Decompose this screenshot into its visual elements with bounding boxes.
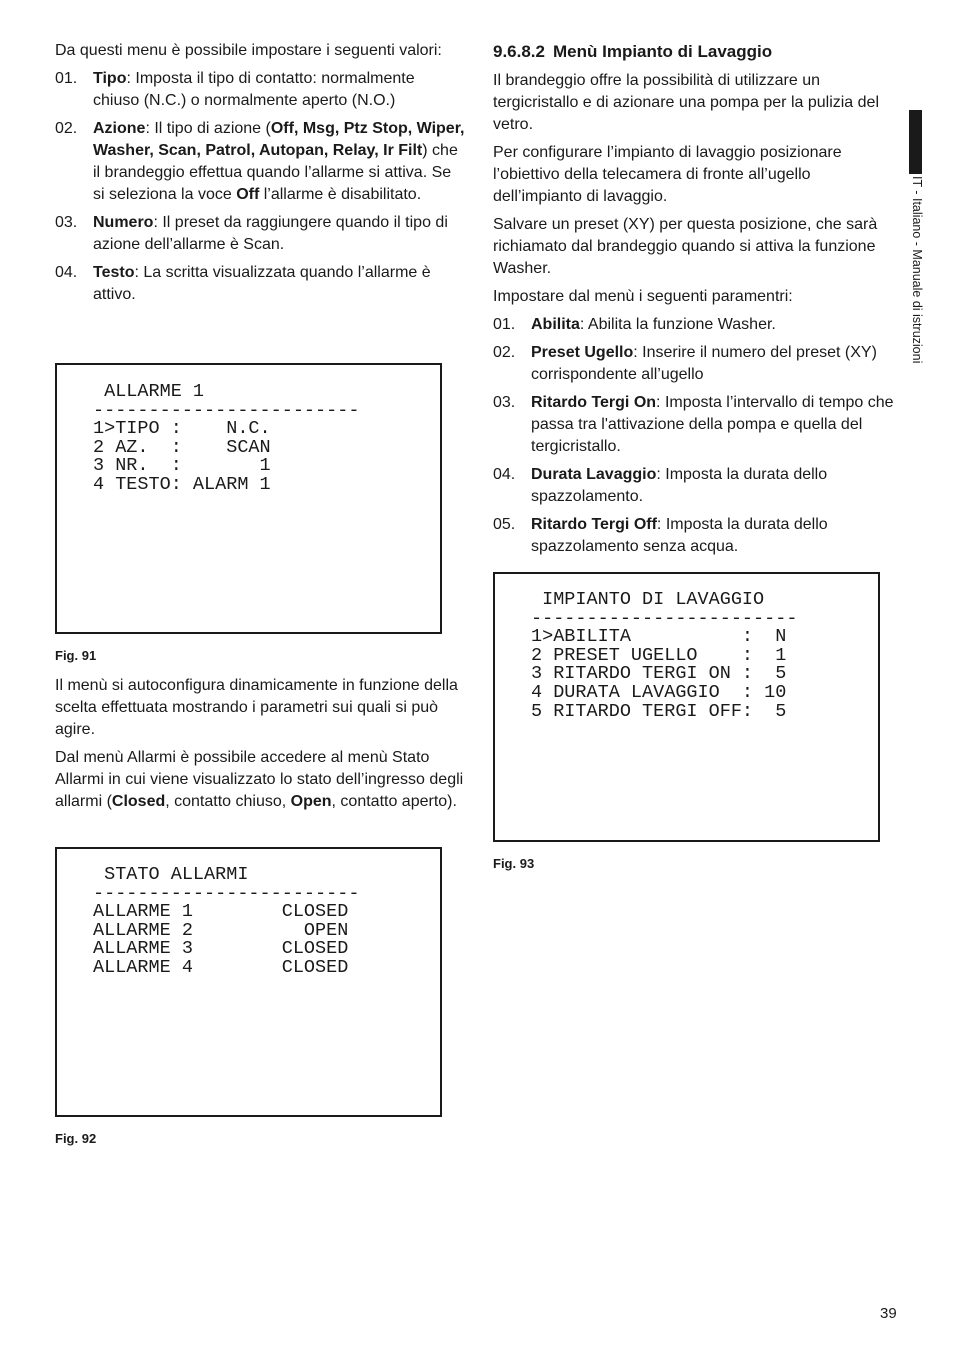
list-item bbox=[493, 342, 903, 386]
item-text: l’allarme è disabilitato. bbox=[259, 186, 422, 203]
section-title: Menù Impianto di Lavaggio bbox=[553, 42, 773, 61]
item-term: Tipo bbox=[93, 70, 127, 87]
item-number: 05. bbox=[493, 516, 516, 533]
closed-term: Closed bbox=[111, 793, 166, 810]
item-term: Azione bbox=[93, 120, 146, 137]
left-column-lower bbox=[55, 675, 465, 819]
paragraph: Per configurare l’impianto di lavaggio posizionare l’obiettivo della telecamera di fronte all’ugello dell’impianto di lavaggio. bbox=[493, 144, 842, 205]
item-text: ) che il brandeggio effettua quando l’allarme si attiva. Se si seleziona la voce bbox=[93, 142, 458, 203]
item-term: Ritardo Tergi Off bbox=[531, 516, 657, 533]
off-option: Off bbox=[236, 186, 260, 203]
item-text: : Imposta l’intervallo di tempo che passa tra l'attivazione della pompa e quella del tergicristallo. bbox=[531, 394, 894, 455]
item-text: : Il tipo di azione ( bbox=[145, 120, 271, 137]
list-item bbox=[493, 464, 903, 508]
open-term: Open bbox=[290, 793, 332, 810]
item-number: 04. bbox=[55, 264, 78, 281]
item-text: : La scritta visualizzata quando l’allarme è attivo. bbox=[93, 264, 431, 303]
fig93-menu-text: IMPIANTO DI LAVAGGIO ------------------------ 1>ABILITA : N 2 PRESET UGELLO : 1 3 RITARDO TERGI ON : 5 4 DURATA LAVAGGIO : 10 5 RITARDO TERGI OFF: 5 bbox=[531, 589, 798, 722]
right-column bbox=[493, 40, 903, 564]
fig92-menu-screen bbox=[55, 847, 442, 1117]
fig91-menu-text: ALLARME 1 ------------------------ 1>TIPO : N.C. 2 AZ. : SCAN 3 NR. : 1 4 TESTO: ALARM 1 bbox=[93, 381, 360, 495]
item-term: Ritardo Tergi On bbox=[531, 394, 657, 411]
fig91-menu-screen bbox=[55, 363, 442, 634]
item-number: 02. bbox=[493, 344, 516, 361]
item-number: 04. bbox=[493, 466, 516, 483]
item-number: 03. bbox=[55, 214, 78, 231]
paragraph-text: , contatto chiuso, bbox=[165, 793, 291, 810]
item-number: 01. bbox=[493, 316, 516, 333]
item-term: Testo bbox=[93, 264, 135, 281]
list-item bbox=[55, 262, 465, 306]
left-column bbox=[55, 40, 465, 312]
item-term: Preset Ugello bbox=[531, 344, 634, 361]
fig91-caption: Fig. 91 bbox=[55, 648, 97, 663]
paragraph: Il menù si autoconfigura dinamicamente in funzione della scelta effettuata mostrando i parametri sui quali si può agire. bbox=[55, 677, 458, 738]
list-item bbox=[493, 392, 903, 458]
intro-text: Da questi menu è possibile impostare i seguenti valori: bbox=[55, 42, 442, 59]
item-text: : Imposta la durata dello spazzolamento. bbox=[531, 466, 828, 505]
paragraph: Il brandeggio offre la possibilità di utilizzare un tergicristallo e di azionare una pompa per la pulizia del vetro. bbox=[493, 72, 879, 133]
item-term: Durata Lavaggio bbox=[531, 466, 657, 483]
sidebar-language-label: IT - Italiano - Manuale di istruzioni bbox=[910, 176, 924, 364]
list-item bbox=[493, 514, 903, 558]
item-number: 02. bbox=[55, 120, 78, 137]
item-term: Numero bbox=[93, 214, 154, 231]
list-item bbox=[55, 118, 465, 206]
section-number: 9.6.8.2 bbox=[493, 42, 545, 61]
paragraph: Salvare un preset (XY) per questa posizione, che sarà richiamato dal brandeggio quando si attiva la funzione Washer. bbox=[493, 216, 878, 277]
item-text: : Imposta la durata dello spazzolamento senza acqua. bbox=[531, 516, 828, 555]
item-number: 03. bbox=[493, 394, 516, 411]
paragraph bbox=[55, 747, 465, 813]
item-number: 01. bbox=[55, 70, 78, 87]
item-term: Abilita bbox=[531, 316, 580, 333]
fig92-menu-text: STATO ALLARMI ------------------------ ALLARME 1 CLOSED ALLARME 2 OPEN ALLARME 3 CLOSED ALLARME 4 CLOSED bbox=[93, 864, 360, 978]
fig92-caption: Fig. 92 bbox=[55, 1131, 97, 1146]
paragraph: Impostare dal menù i seguenti paramentri: bbox=[493, 288, 793, 305]
action-options: Off, Msg, Ptz Stop, Wiper, Washer, Scan, Patrol, Autopan, Relay, Ir Filt bbox=[93, 120, 465, 159]
paragraph-text: Dal menù Allarmi è possibile accedere al menù Stato Allarmi in cui viene visualizzato lo stato dell’ingresso degli allarmi ( bbox=[55, 749, 464, 810]
language-tab-marker bbox=[909, 110, 922, 174]
list-item bbox=[493, 314, 903, 336]
page-number: 39 bbox=[880, 1305, 897, 1322]
list-item bbox=[55, 212, 465, 256]
fig93-menu-screen bbox=[493, 572, 880, 842]
item-text: : Abilita la funzione Washer. bbox=[579, 316, 776, 333]
item-text: : Il preset da raggiungere quando il tipo di azione dell’allarme è Scan. bbox=[93, 214, 448, 253]
fig93-caption: Fig. 93 bbox=[493, 856, 535, 871]
paragraph-text: , contatto aperto). bbox=[331, 793, 457, 810]
item-text: : Inserire il numero del preset (XY) corrispondente all’ugello bbox=[531, 344, 877, 383]
section-heading bbox=[493, 40, 903, 64]
item-text: : Imposta il tipo di contatto: normalmente chiuso (N.C.) o normalmente aperto (N.O.) bbox=[93, 70, 415, 109]
list-item bbox=[55, 68, 465, 112]
